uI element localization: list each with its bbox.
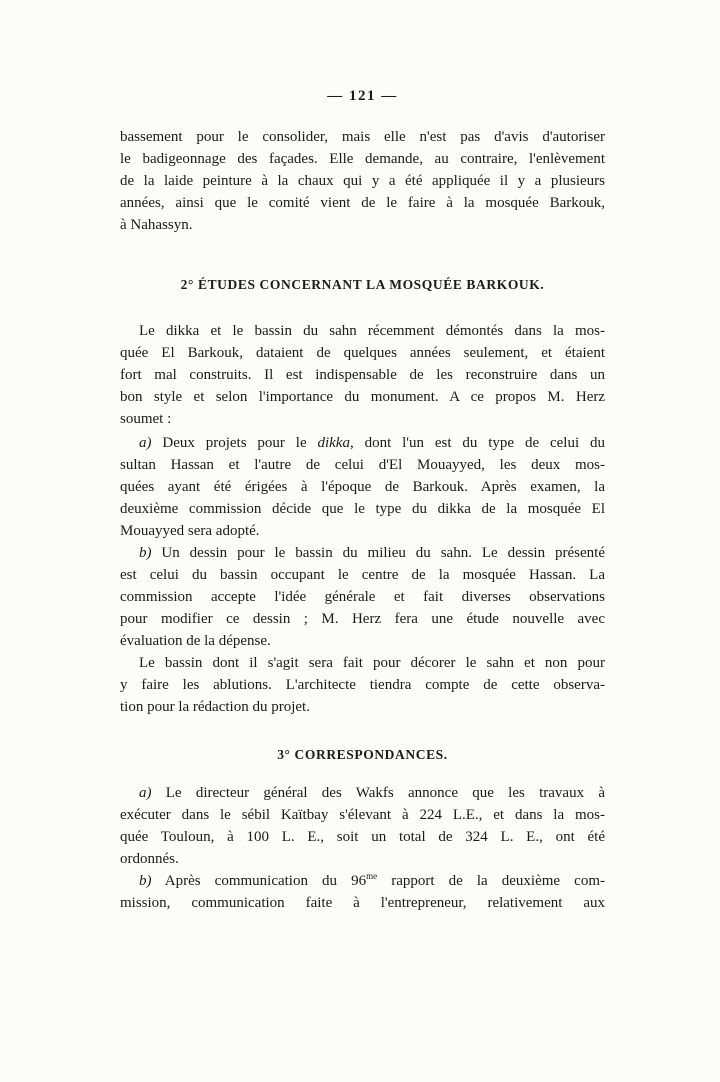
text-line: a) Deux projets pour le dikka, dont l'un est du type de celui du	[139, 435, 605, 451]
text-line: sultan Hassan et l'autre de celui d'El Mouayyed, les deux mos-	[120, 457, 605, 473]
paragraph	[120, 782, 605, 870]
text-line: mission, communication faite à l'entrepreneur, relativement aux	[120, 895, 605, 911]
text-line: exécuter dans le sébil Kaïtbay s'élevant à 224 L.E., et dans la mos-	[120, 807, 605, 823]
page-number: — 121 —	[327, 88, 398, 104]
text-line: a) Le directeur général des Wakfs annonce que les travaux à	[139, 785, 605, 801]
text-line: quées ayant été érigées à l'époque de Barkouk. Après examen, la	[120, 479, 605, 495]
paragraph	[120, 870, 605, 914]
page-content	[120, 0, 605, 914]
text-line: quée Touloun, à 100 L. E., soit un total de 324 L. E., ont été	[120, 829, 605, 845]
text-line: évaluation de la dépense.	[120, 633, 271, 649]
text-line: fort mal construits. Il est indispensable de les reconstruire dans un	[120, 367, 605, 383]
text-line: bassement pour le consolider, mais elle n'est pas d'avis d'autoriser	[120, 129, 605, 145]
text-line: quée El Barkouk, dataient de quelques années seulement, et étaient	[120, 345, 605, 361]
text-line: le badigeonnage des façades. Elle demande, au contraire, l'enlèvement	[120, 151, 605, 167]
text-line: Le bassin dont il s'agit sera fait pour décorer le sahn et non pour	[139, 655, 605, 671]
text-line: années, ainsi que le comité vient de le faire à la mosquée Barkouk,	[120, 195, 605, 211]
text-line: deuxième commission décide que le type du dikka de la mosquée El	[120, 501, 605, 517]
text-line: Le dikka et le bassin du sahn récemment démontés dans la mos-	[139, 323, 605, 339]
text-line: y faire les ablutions. L'architecte tiendra compte de cette observa-	[120, 677, 605, 693]
text-line: est celui du bassin occupant le centre de la mosquée Hassan. La	[120, 567, 605, 583]
paragraph	[120, 320, 605, 430]
text-line: commission accepte l'idée générale et fait diverses observations	[120, 589, 605, 605]
text-line: pour modifier ce dessin ; M. Herz fera une étude nouvelle avec	[120, 611, 605, 627]
text-line: à Nahassyn.	[120, 217, 193, 233]
section-heading: 2° ÉTUDES CONCERNANT LA MOSQUÉE BARKOUK.	[180, 277, 545, 292]
text-line: tion pour la rédaction du projet.	[120, 699, 310, 715]
text-line: de la laide peinture à la chaux qui y a été appliquée il y a plusieurs	[120, 173, 605, 189]
text-line: bon style et selon l'importance du monument. A ce propos M. Herz	[120, 389, 605, 405]
paragraph	[120, 542, 605, 652]
text-line: b) Un dessin pour le bassin du milieu du sahn. Le dessin présenté	[139, 545, 605, 561]
section-heading: 3° CORRESPONDANCES.	[277, 747, 448, 762]
paragraph	[120, 432, 605, 542]
text-line: ordonnés.	[120, 851, 179, 867]
text-line: Mouayyed sera adopté.	[120, 523, 260, 539]
paragraph	[120, 126, 605, 236]
text-line: b) Après communication du $96^{me}$ rapport de la deuxième com-	[139, 871, 605, 889]
paragraph	[120, 652, 605, 718]
text-line: soumet :	[120, 411, 172, 427]
